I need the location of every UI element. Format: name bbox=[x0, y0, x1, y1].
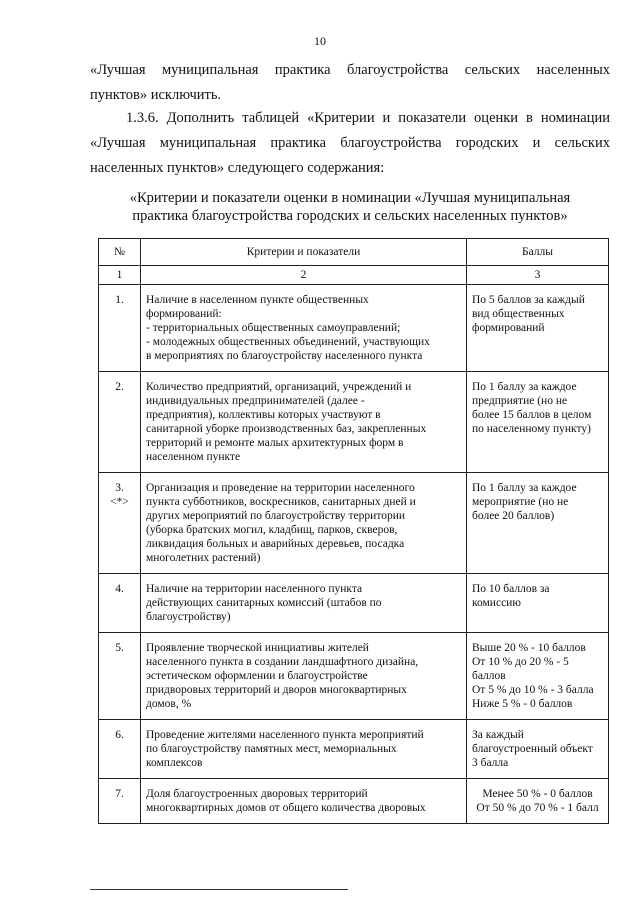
cell-line: 2. bbox=[115, 381, 124, 393]
cell-line: индивидуальных предпринимателей (далее - bbox=[146, 395, 365, 407]
table-row bbox=[99, 285, 609, 372]
cell-line: По 1 баллу за каждое bbox=[472, 381, 577, 393]
criteria-cell bbox=[141, 633, 467, 720]
table-row bbox=[99, 473, 609, 574]
cell-line: Организация и проведение на территории населенного bbox=[146, 482, 415, 494]
text-line: пунктов» исключить. bbox=[90, 87, 222, 103]
cell-line: благоустройству) bbox=[146, 611, 231, 623]
cell-line: предприятие (но не bbox=[472, 395, 568, 407]
cell-line: 7. bbox=[115, 788, 124, 800]
cell-line: От 10 % до 20 % - 5 bbox=[472, 656, 569, 668]
table-row bbox=[99, 779, 609, 824]
points-cell bbox=[467, 779, 609, 824]
cell-line: Наличие на территории населенного пункта bbox=[146, 583, 363, 595]
cell-line: За каждый bbox=[472, 729, 524, 741]
cell-line: благоустроенный объект bbox=[472, 743, 593, 755]
text-line: 1.3.6. Дополнить таблицей «Критерии и показатели оценки в номинации bbox=[126, 110, 610, 126]
points-cell bbox=[467, 633, 609, 720]
cell-line: формирований: bbox=[146, 308, 222, 320]
table-row bbox=[99, 372, 609, 473]
cell-line: ликвидация больных и аварийных деревьев, посадка bbox=[146, 538, 405, 550]
cell-line: - территориальных общественных самоуправлений; bbox=[146, 322, 401, 334]
page-number: 10 bbox=[314, 34, 326, 48]
row-number-cell bbox=[99, 574, 141, 633]
cell-line: населенном пункте bbox=[146, 451, 241, 463]
cell-line: (уборка братских могил, кладбищ, парков, скверов, bbox=[146, 524, 398, 536]
table-index-row bbox=[99, 266, 609, 285]
row-number-cell bbox=[99, 473, 141, 574]
cell-line: Проявление творческой инициативы жителей bbox=[146, 642, 369, 654]
points-cell bbox=[467, 285, 609, 372]
cell-line: Количество предприятий, организаций, учреждений и bbox=[146, 381, 412, 393]
cell-line: По 10 баллов за bbox=[472, 583, 550, 595]
row-number-cell bbox=[99, 779, 141, 824]
title-line: «Критерии и показатели оценки в номинации «Лучшая муниципальная bbox=[129, 190, 571, 206]
points-cell bbox=[467, 720, 609, 779]
cell-line: действующих санитарных комиссий (штабов по bbox=[146, 597, 382, 609]
row-number-cell bbox=[99, 285, 141, 372]
cell-line: территорий и ремонте малых архитектурных форм в bbox=[146, 437, 404, 449]
criteria-cell bbox=[141, 285, 467, 372]
points-cell bbox=[467, 372, 609, 473]
cell-line: домов, % bbox=[146, 698, 192, 710]
cell-line: комплексов bbox=[146, 757, 203, 769]
cell-line: пункта субботников, воскресников, санитарных дней и bbox=[146, 496, 416, 508]
header-number: № bbox=[99, 239, 141, 266]
cell-line: 4. bbox=[115, 583, 124, 595]
table-title bbox=[90, 189, 610, 225]
cell-line: Менее 50 % - 0 баллов bbox=[482, 788, 593, 800]
cell-line: 3. bbox=[115, 482, 124, 494]
row-number-cell bbox=[99, 633, 141, 720]
cell-line: других мероприятий по благоустройству территории bbox=[146, 510, 405, 522]
cell-line: - молодежных общественных объединений, участвующих bbox=[146, 336, 430, 348]
cell-line: Выше 20 % - 10 баллов bbox=[472, 642, 586, 654]
text-line: «Лучшая муниципальная практика благоустройства сельских населенных bbox=[90, 62, 610, 78]
criteria-cell bbox=[141, 473, 467, 574]
cell-line: <*> bbox=[110, 496, 129, 508]
criteria-cell bbox=[141, 720, 467, 779]
paragraph-exclusion bbox=[90, 58, 610, 108]
cell-line: формирований bbox=[472, 322, 545, 334]
criteria-cell bbox=[141, 779, 467, 824]
cell-line: вид общественных bbox=[472, 308, 565, 320]
points-cell bbox=[467, 574, 609, 633]
cell-line: Доля благоустроенных дворовых территорий bbox=[146, 788, 368, 800]
text-line: населенных пунктов» следующего содержания: bbox=[90, 160, 385, 176]
criteria-cell bbox=[141, 574, 467, 633]
paragraph-addition bbox=[90, 106, 610, 181]
index-cell: 3 bbox=[467, 266, 609, 285]
cell-line: мероприятие (но не bbox=[472, 496, 569, 508]
cell-line: более 15 баллов в целом bbox=[472, 409, 592, 421]
cell-line: 1. bbox=[115, 294, 124, 306]
cell-line: 6. bbox=[115, 729, 124, 741]
cell-line: многолетних растений) bbox=[146, 552, 261, 564]
cell-line: эстетическом оформлении и благоустройстве bbox=[146, 670, 368, 682]
cell-line: 3 балла bbox=[472, 757, 509, 769]
cell-line: Ниже 5 % - 0 баллов bbox=[472, 698, 573, 710]
header-criteria: Критерии и показатели bbox=[141, 239, 467, 266]
cell-line: по благоустройству памятных мест, мемориальных bbox=[146, 743, 397, 755]
cell-line: По 5 баллов за каждый bbox=[472, 294, 585, 306]
table-row bbox=[99, 574, 609, 633]
cell-line: 5. bbox=[115, 642, 124, 654]
cell-line: в мероприятиях по благоустройству населенного пункта bbox=[146, 350, 423, 362]
points-cell bbox=[467, 473, 609, 574]
cell-line: санитарной уборке производственных баз, закрепленных bbox=[146, 423, 427, 435]
cell-line: Проведение жителями населенного пункта мероприятий bbox=[146, 729, 424, 741]
table-row bbox=[99, 720, 609, 779]
cell-line: населенного пункта в создании ландшафтного дизайна, bbox=[146, 656, 419, 668]
criteria-cell bbox=[141, 372, 467, 473]
cell-line: более 20 баллов) bbox=[472, 510, 555, 522]
footnote-divider bbox=[90, 889, 348, 890]
cell-line: От 5 % до 10 % - 3 балла bbox=[472, 684, 594, 696]
cell-line: придворовых территорий и дворов многоквартирных bbox=[146, 684, 407, 696]
row-number-cell bbox=[99, 720, 141, 779]
table-row bbox=[99, 633, 609, 720]
cell-line: предприятия), коллективы которых участвуют в bbox=[146, 409, 381, 421]
cell-line: По 1 баллу за каждое bbox=[472, 482, 577, 494]
criteria-table bbox=[98, 238, 609, 824]
row-number-cell bbox=[99, 372, 141, 473]
cell-line: баллов bbox=[472, 670, 506, 682]
index-cell: 1 bbox=[99, 266, 141, 285]
header-points: Баллы bbox=[467, 239, 609, 266]
text-line: «Лучшая муниципальная практика благоустройства городских и сельских bbox=[90, 135, 610, 151]
cell-line: Наличие в населенном пункте общественных bbox=[146, 294, 369, 306]
index-cell: 2 bbox=[141, 266, 467, 285]
cell-line: От 50 % до 70 % - 1 балл bbox=[476, 802, 599, 814]
cell-line: комиссию bbox=[472, 597, 521, 609]
cell-line: по населенному пункту) bbox=[472, 423, 591, 435]
cell-line: многоквартирных домов от общего количества дворовых bbox=[146, 802, 426, 814]
title-line: практика благоустройства городских и сельских населенных пунктов» bbox=[132, 208, 568, 224]
table-header-row bbox=[99, 239, 609, 266]
